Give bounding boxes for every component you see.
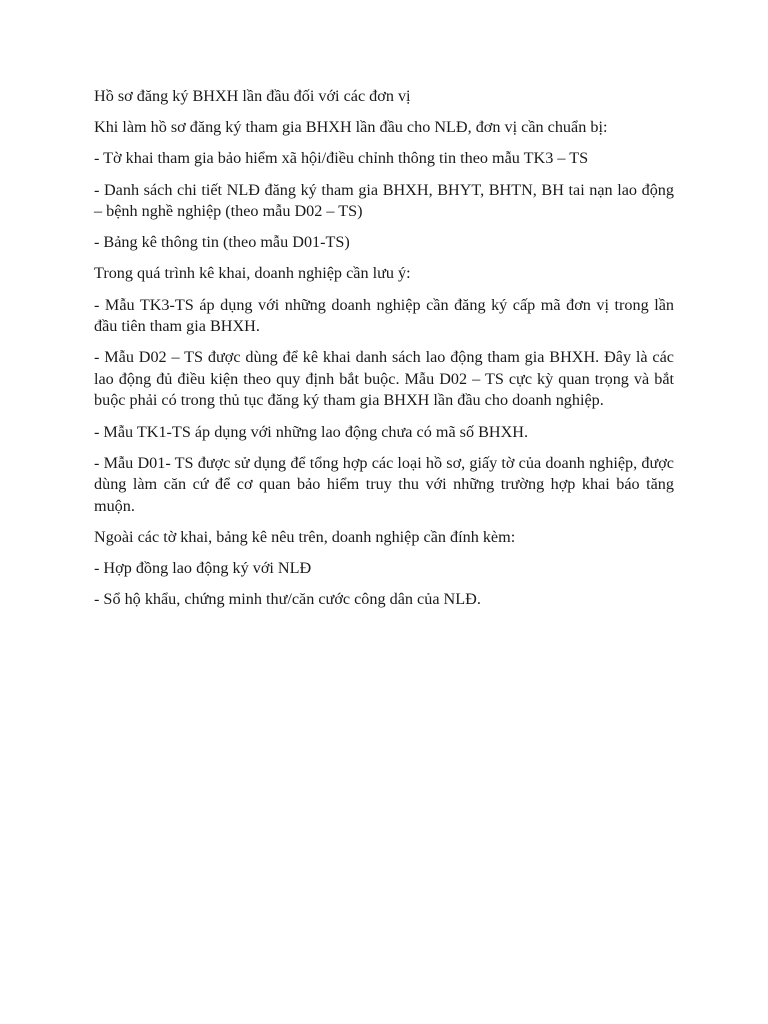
list-item: - Bảng kê thông tin (theo mẫu D01-TS) (94, 233, 350, 252)
list-item: - Hợp đồng lao động ký với NLĐ (94, 559, 312, 578)
document-title: Hồ sơ đăng ký BHXH lần đầu đối với các đơn vị (94, 87, 411, 105)
section-heading-attachments: Ngoài các tờ khai, bảng kê nêu trên, doanh nghiệp cần đính kèm: (94, 527, 516, 546)
list-item: - Tờ khai tham gia bảo hiểm xã hội/điều chỉnh thông tin theo mẫu TK3 – TS (94, 149, 589, 168)
list-item: - Mẫu D02 – TS được dùng để kê khai danh sách lao động tham gia BHXH. Đây là các lao động đủ điều kiện theo quy định bắt buộc. Mẫu D02 – TS cực kỳ quan trọng và bắt buộc phải có trong thủ tục đăng ký tham gia BHXH lần đầu cho doanh nghiệp. (94, 348, 674, 410)
list-item: - Sổ hộ khẩu, chứng minh thư/căn cước công dân của NLĐ. (94, 590, 481, 609)
intro-paragraph: Khi làm hồ sơ đăng ký tham gia BHXH lần đầu cho NLĐ, đơn vị cần chuẩn bị: (94, 118, 608, 137)
section-heading-notes: Trong quá trình kê khai, doanh nghiệp cần lưu ý: (94, 264, 411, 283)
document-body (94, 86, 674, 620)
list-item: - Mẫu TK1-TS áp dụng với những lao động chưa có mã số BHXH. (94, 422, 529, 441)
list-item: - Mẫu D01- TS được sử dụng để tổng hợp các loại hồ sơ, giấy tờ của doanh nghiệp, được dùng làm căn cứ để cơ quan bảo hiểm truy thu với những trường hợp khai báo tăng muộn. (94, 453, 674, 515)
list-item: - Danh sách chi tiết NLĐ đăng ký tham gia BHXH, BHYT, BHTN, BH tai nạn lao động – bệnh nghề nghiệp (theo mẫu D02 – TS) (94, 180, 674, 221)
list-item: - Mẫu TK3-TS áp dụng với những doanh nghiệp cần đăng ký cấp mã đơn vị trong lần đầu tiên tham gia BHXH. (94, 295, 674, 336)
